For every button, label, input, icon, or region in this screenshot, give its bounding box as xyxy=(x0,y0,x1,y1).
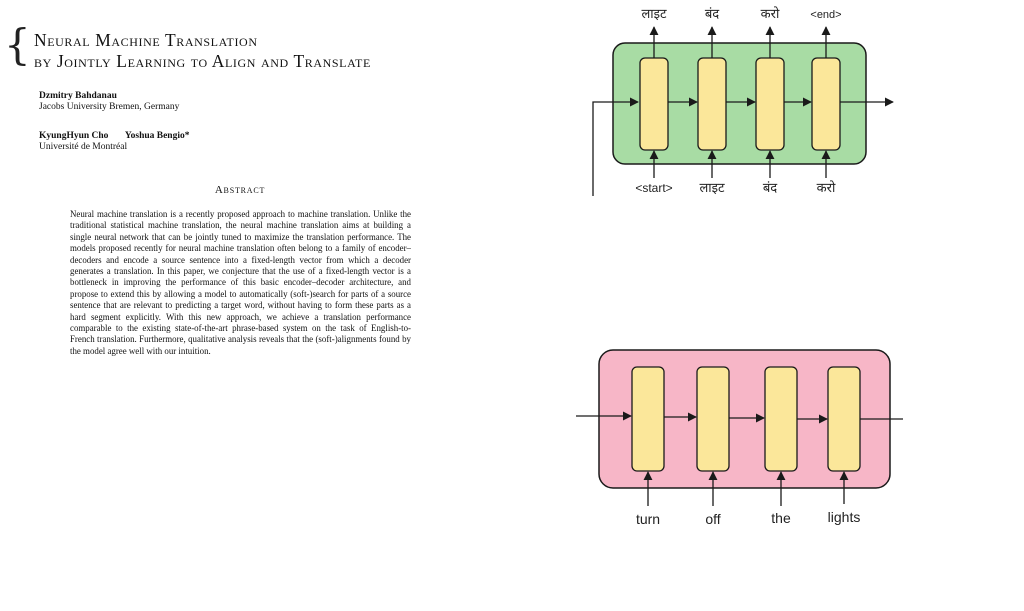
decoder-cell xyxy=(812,58,840,150)
author-affiliation: Jacobs University Bremen, Germany xyxy=(39,102,180,112)
decoder-input-label: <start> xyxy=(635,181,673,195)
encoder-block xyxy=(576,350,903,527)
decoder-output-label: लाइट xyxy=(641,6,667,21)
encoder-input-label: turn xyxy=(635,511,661,527)
decoder-cell xyxy=(698,58,726,150)
author-name: Dzmitry Bahdanau xyxy=(39,91,117,101)
author-name: KyungHyun Cho xyxy=(39,131,109,141)
encoder-cell xyxy=(765,367,797,471)
encoder-cell xyxy=(697,367,729,471)
paper-title-line-1: Neural Machine Translation xyxy=(34,30,258,50)
decoder-cell xyxy=(756,58,784,150)
encoder-input-label: lights xyxy=(827,509,861,525)
decoder-block xyxy=(593,6,893,196)
handwritten-bracket: { xyxy=(4,20,31,69)
encoder-input-label: off xyxy=(705,511,721,527)
encoder-input-label: the xyxy=(771,510,791,526)
paper-title-line-2: by Jointly Learning to Align and Translate xyxy=(34,51,371,71)
decoder-input-label: बंद xyxy=(762,180,778,195)
decoder-cell xyxy=(640,58,668,150)
decoder-input-label: लाइट xyxy=(699,180,725,195)
encoder-cell xyxy=(632,367,664,471)
abstract-heading: Abstract xyxy=(214,184,266,196)
decoder-output-label: बंद xyxy=(704,6,720,21)
abstract-body: Neural machine translation is a recently proposed approach to machine translation. Unlike the traditional statistical machine translation, the neural machine translation aims at building a single neural network that can be jointly tuned to maximize the translation performance. The models proposed recently for neural machine translation often belong to a family of encoder–decoders and encode a source sentence into a fixed-length vector from which a decoder generates a translation. In this paper, we conjecture that the use of a fixed-length vector is a bottleneck in improving the performance of this basic encoder–decoder architecture, and propose to extend this by allowing a model to automatically (soft-)search for parts of a source sentence that are relevant to predicting a target word, without having to form these parts as a hard segment explicitly. With this new approach, we achieve a translation performance comparable to the existing state-of-the-art phrase-based system on the task of English-to-French translation. Furthermore, qualitative analysis reveals that the (soft-)alignments found by the model agree well with our intuition. xyxy=(70,209,411,356)
encoder-cell xyxy=(828,367,860,471)
decoder-output-label: करो xyxy=(760,6,780,21)
decoder-output-label: <end> xyxy=(810,9,842,21)
author-name: Yoshua Bengio* xyxy=(124,131,190,141)
author-affiliation: Université de Montréal xyxy=(39,142,128,152)
decoder-input-label: करो xyxy=(816,180,836,195)
